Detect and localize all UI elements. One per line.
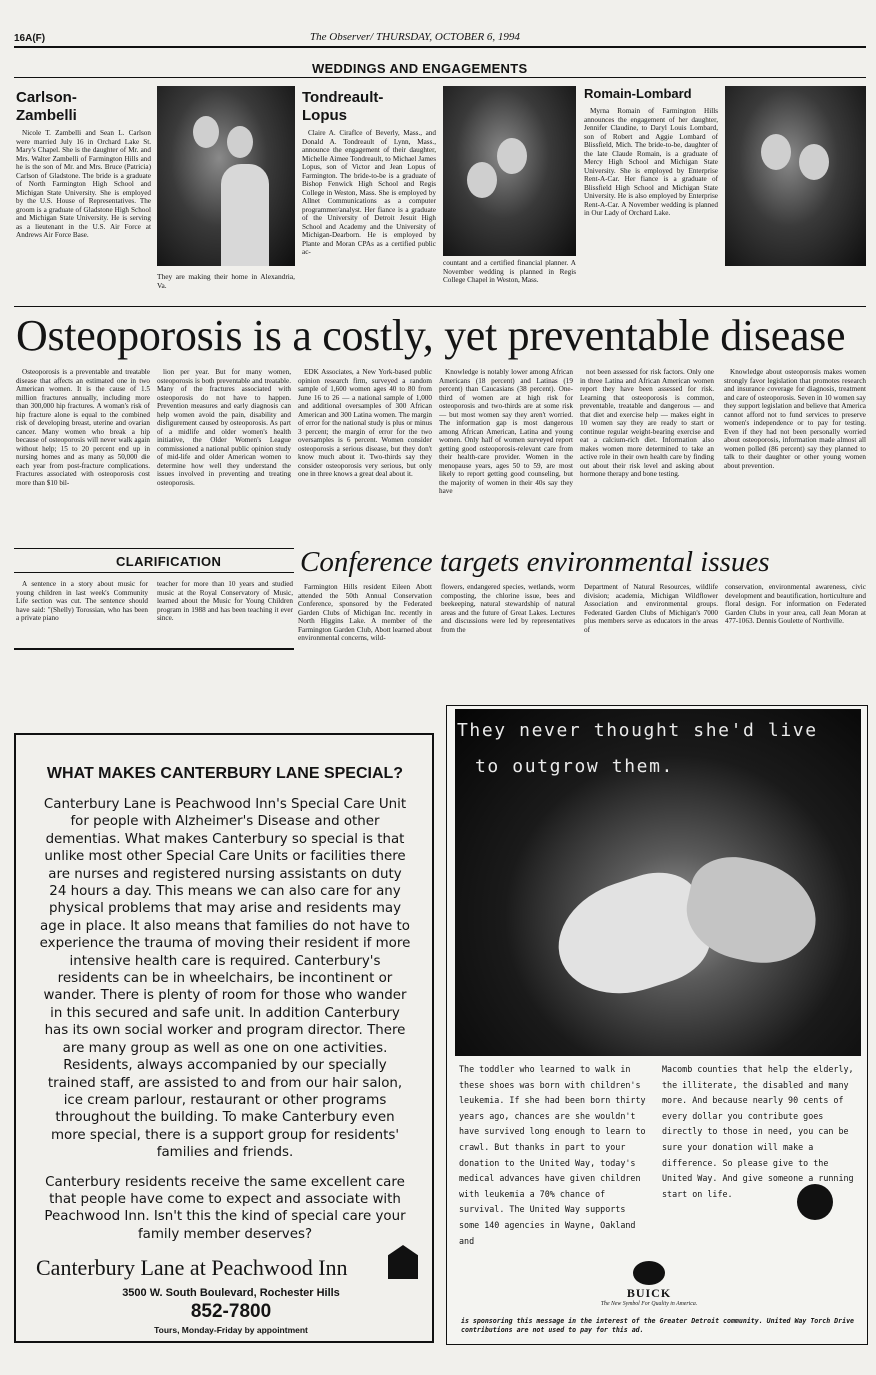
- buick-tagline: The New Symbol For Quality in America.: [600, 1301, 698, 1307]
- osteoporosis-col6: Knowledge about osteoporosis makes women strongly favor legislation that promotes research and insurance coverage for diagnosis, treatment and care of osteoporosis. Seven in 10 women say they support legislation and believe that America cannot afford not to fund services to preserve women's independence or to pay for testing. Even if they had not been personally worried about osteoporosis, information made almost all women polled (86 percent) say they planned to talk to their daughter or other young women about prevention.: [724, 368, 866, 470]
- tondreault-body: Claire A. Ciraflce of Beverly, Mass., and Donald A. Tondreault of Lynn, Mass., announce the engagement of their daughter, Michelle Aimee Tondreault, to Michael James Lopus, son of Victor and Jean Lopus of Farmington. The bride-to-be is a graduate of Bishop Fenwick High School and Regis College in Weston, Mass. She is employed by Allnet Communications as a computer programmer/analyst. Her fiance is a graduate of the University of Detroit Jesuit High School and Academy and the University of Michigan-Dearborn. He is employed by Plante and Moran CPAs as a certified public ac-: [302, 129, 436, 256]
- canterbury-ad: [14, 733, 434, 1343]
- osteoporosis-headline: Osteoporosis is a costly, yet preventable disease: [16, 311, 846, 360]
- carlson-headline-line1: Carlson-: [16, 89, 77, 106]
- canterbury-tours: Tours, Monday-Friday by appointment: [154, 1325, 308, 1335]
- osteoporosis-col5: not been assessed for risk factors. Only one in three Latina and African American women report they have been assessed for risk. Learning that osteoporosis is common, preventable, treatable and dangerous — and that diet and exercise help — makes eight in 10 women say they are ready to start or continue regular weight-bearing exercise and eat a calcium-rich diet. Information also makes women more determined to take an active role in their own health care by finding out about their risk level and asking about hormone therapy and bone testing.: [580, 368, 714, 478]
- bride-gown: [221, 164, 269, 266]
- tondreault-photo: [443, 86, 576, 256]
- clarification-rule-bottom: [14, 648, 294, 650]
- bride-face: [799, 144, 829, 180]
- carlson-photo: [157, 86, 295, 266]
- romain-photo: [725, 86, 866, 266]
- conference-col1: Farmington Hills resident Eileen Abott attended the 50th Annual Conservation Conference, sponsored by the Federated Garden Clubs of Michigan Inc. recently in North Higgins Lake. A member of the Farmington Garden Club, Abott learned about environmental concerns, wild-: [298, 583, 432, 642]
- osteoporosis-col4: Knowledge is notably lower among African Americans (18 percent) and Latinas (19 percent) than Caucasians (38 percent). One-third of women are at high risk for osteoporosis and two-thirds are at some risk — but most women say they aren't worried. The information gap is most dangerous among African American, Latina and young women. Only half of women surveyed report getting good osteoporosis-relevant care from their health-care provider. Women in the menopause years, ages 50 to 59, are most likely to report getting good counseling, but the majority of women in their 40s say they have: [439, 368, 573, 495]
- united-way-footer: is sponsoring this message in the interest of the Greater Detroit community. United Way Torch Drive contributions are not used to pay for this ad.: [461, 1317, 855, 1334]
- dateline: The Observer/ THURSDAY, OCTOBER 6, 1994: [310, 31, 520, 43]
- canterbury-logo-icon: [388, 1245, 418, 1279]
- canterbury-paragraph-2: Canterbury residents receive the same excellent care that people have come to expect and associate with Peachwood Inn. Isn't this the kind of special care your family member deserves?: [44, 1174, 406, 1242]
- tondreault-headline-line1: Tondreault-: [302, 89, 384, 106]
- groom-face: [497, 138, 527, 174]
- groom-face: [193, 116, 219, 148]
- clarification-col1: A sentence in a story about music for young children in last week's Community Life section was cut. The sentence should have said: "(Shelly) Torossian, who has been a private piano: [16, 580, 148, 622]
- osteoporosis-rule-top: [14, 306, 866, 307]
- carlson-body: Nicole T. Zambelli and Sean L. Carlson were married July 16 in Orchard Lake St. Mary's Chapel. She is the daughter of Mr. and Mrs. Walter Zambelli of Farmington Hills and he is the son of Mr. and Mrs. Bruce (Patricia) Carlson of Gladstone. The bride is a graduate of North Farmington High School and Michigan State University. She is employed by the U.S. House of Representatives. The groom is a graduate of Gladstone High School and Michigan State University. He is serving as a lieutenant in the U.S. Air Force at Andrews Air Force Base.: [16, 129, 151, 239]
- canterbury-body: [38, 796, 412, 1247]
- buick-logo-icon: [633, 1261, 665, 1285]
- united-way-ad: [446, 705, 868, 1345]
- canterbury-headline: WHAT MAKES CANTERBURY LANE SPECIAL?: [46, 765, 404, 782]
- carlson-caption: They are making their home in Alexandria, Va.: [157, 273, 295, 290]
- conference-col4: conservation, environmental awareness, civic development and beautification, horticulture and floral design. For information on Federated Garden Clubs in your area, call Jean Moran at 477-1063. Dennis Goulette of Northville.: [725, 583, 866, 625]
- canterbury-logo-text: Canterbury Lane at Peachwood Inn: [36, 1255, 348, 1280]
- canterbury-phone: 852-7800: [190, 1301, 272, 1322]
- clarification-title: CLARIFICATION: [116, 554, 222, 569]
- header-rule: [14, 46, 866, 48]
- conference-col3: Department of Natural Resources, wildlife division; academia, Michigan Wildflower Association and environmental groups. Federated Garden Clubs of Michigan's 7000 plus members serve as educators in the areas of: [584, 583, 718, 634]
- buick-brand: BUICK: [626, 1286, 672, 1300]
- conference-headline: Conference targets environmental issues: [300, 546, 770, 578]
- united-way-headline-line1: They never thought she'd live: [457, 720, 818, 741]
- united-way-body-col1: The toddler who learned to walk in these shoes was born with children's leukemia. If she had been born thirty years ago, chances are she wouldn't have survived long enough to learn to crawl. But thanks in part to your donation to the United Way, today's medical advances have given children with leukemia a 70% chance of survival. The United Way supports some 140 agencies in Wayne, Oakland and: [459, 1064, 646, 1246]
- united-way-body-col2: Macomb counties that help the elderly, the illiterate, the disabled and many more. And because nearly 90 cents of every dollar you contribute goes directly to those in need, you can be sure your donation will make a difference. So please give to the United Way. And give someone a running start on life.: [662, 1064, 854, 1199]
- weddings-rule-top: [14, 77, 866, 78]
- romain-headline: Romain-Lombard: [584, 86, 692, 101]
- groom-face: [761, 134, 791, 170]
- weddings-section-title: WEDDINGS AND ENGAGEMENTS: [312, 61, 528, 76]
- canterbury-address: 3500 W. South Boulevard, Rochester Hills: [122, 1287, 340, 1299]
- conference-col2: flowers, endangered species, wetlands, worm composting, the chlorine issue, bees and beekeeping, natural stewardship of natural areas and the future of Great Lakes. Lectures and discussions were led by representatives from the: [441, 583, 575, 634]
- page-number: 16A(F): [14, 33, 46, 44]
- osteoporosis-col1: Osteoporosis is a preventable and treatable disease that affects an estimated one in two American women. It is the cause of 1.5 million fractures annually, including more than 300,000 hip fractures. A woman's risk of hip fracture alone is equal to the combined risk of developing breast, uterine and ovarian cancer. Many women who break a hip because of osteoporosis will never walk again without help; 15 to 20 percent end up in nursing homes and as many as 50,000 die each year from post-fracture complications. Fractures associated with osteoporosis cost more than $10 bil-: [16, 368, 150, 487]
- bride-face: [467, 162, 497, 198]
- clarification-rule-mid: [14, 572, 294, 573]
- united-way-headline-line2: to outgrow them.: [475, 756, 674, 777]
- canterbury-paragraph-1: Canterbury Lane is Peachwood Inn's Special Care Unit for people with Alzheimer's Disease and other dementias. What makes Canterbury so special is that unlike most other Special Care Units or facilities there are nurses and registered nursing assistants on duty 24 hours a day. This means we can also care for any physical problems that may arise and residents may age in place. It also means that families do not have to experience the trauma of moving their resident if more intensive health care is required. Canterbury's residents can be in wheelchairs, be incontinent or wander. There is plenty of room for those who wander in this secured and safe unit. In addition Canterbury has its own social worker and program director. There are many group as well as one on one activities. Residents, always accompanied by our specially trained staff, are assisted to and from our hair salon, ice cream parlour, restaurant or other programs throughout the building. To make Canterbury even more special, there is a support group for residents' families and friends.: [39, 797, 411, 1161]
- osteoporosis-col3: EDK Associates, a New York-based public opinion research firm, surveyed a random sample of 1,600 women ages 40 to 80 from June 16 to 26 — a national sample of 1,000 and additional oversamples of 300 African American and 300 Latina women. The margin of error for the national study is plus or minus 3 percent; the margin of error for the two oversamples is 6 percent. Women consider osteoporosis a serious disease, but they don't know much about it. Two-thirds say they consider osteoporosis very serious, but only one in three knows a great deal about it.: [298, 368, 432, 478]
- united-way-logo-icon: [797, 1184, 833, 1220]
- carlson-headline-line2: Zambelli: [16, 107, 77, 124]
- tondreault-headline-line2: Lopus: [302, 107, 347, 124]
- romain-body: Myrna Romain of Farmington Hills announces the engagement of her daughter, Jennifer Claudine, to Daryl Louis Lombard, son of Robert and Aggie Lombard of Blissfield, Mich. The bride-to-be, daughter of the late Claude Romain, is a graduate of Mercy High School and Michigan State University. She is employed by Enterprise Rent-A-Car. Her fiance is a graduate of Blissfield High School and Michigan State University. He is also employed by Enterprise Rent-A-Car. A November wedding is planned in Our Lady of Orchard Lake.: [584, 107, 718, 217]
- clarification-rule-top: [14, 548, 294, 549]
- osteoporosis-col2: lion per year. But for many women, osteoporosis is both preventable and treatable. Many of the fractures associated with osteoporosis do not have to happen. Prevention measures and early diagnosis can help women avoid the pain, disability and disfigurement caused by osteoporosis. As part of a midlife and older women's health initiative, the Older Women's League commissioned a national public opinion study of mid-life and older American women to determine how well they understand the issues involved in preventing and treating osteoporosis.: [157, 368, 291, 487]
- clarification-col2: teacher for more than 10 years and studied music at the Royal Conservatory of Music, learned about the Music for Young Children program in 1988 and has been teaching it ever since.: [157, 580, 293, 622]
- tondreault-caption: countant and a certified financial planner. A November wedding is planned in Regis College Chapel in Weston, Mass.: [443, 259, 576, 284]
- bride-face: [227, 126, 253, 158]
